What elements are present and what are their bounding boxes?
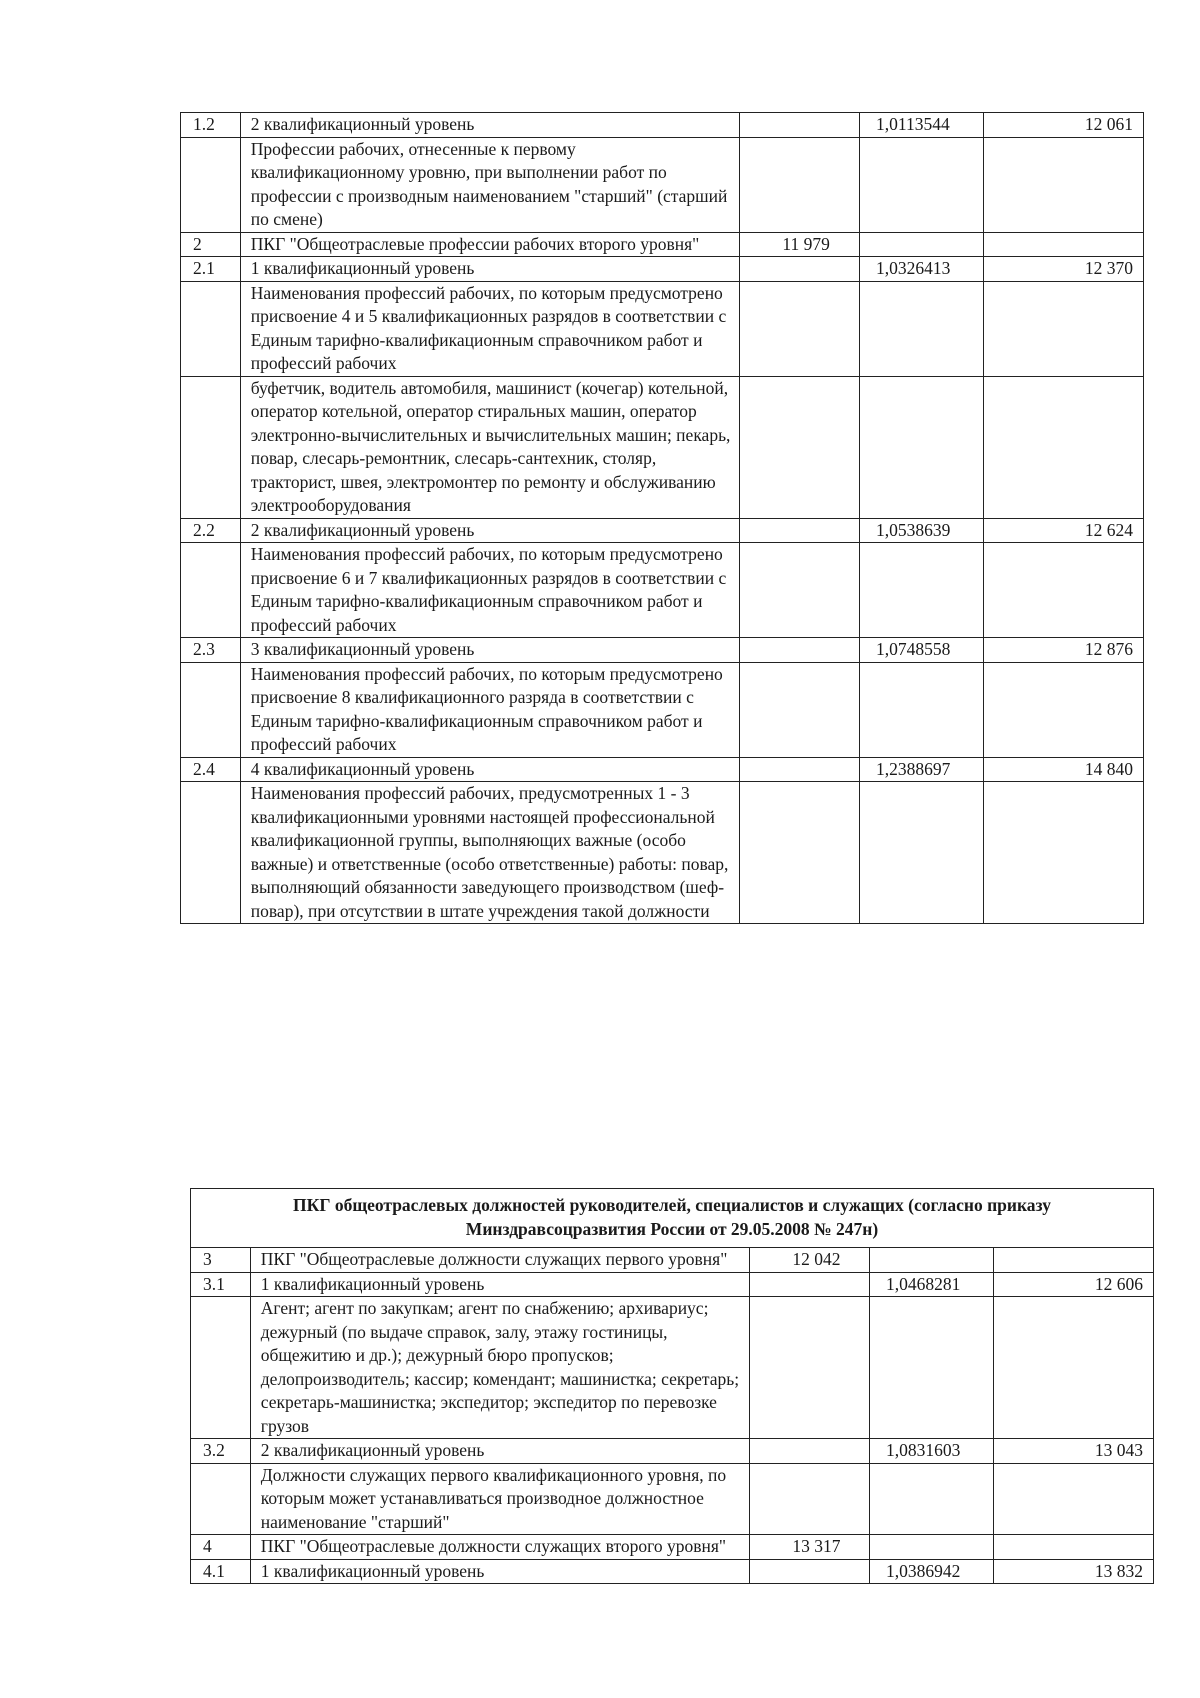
coefficient-cell (869, 1463, 993, 1535)
row-description-cell: 4 квалификационный уровень (240, 757, 740, 782)
salary-cell: 12 624 (983, 518, 1143, 543)
row-description-cell: 1 квалификационный уровень (240, 257, 740, 282)
salary-cell: 13 043 (993, 1439, 1153, 1464)
salary-cell: 14 840 (983, 757, 1143, 782)
section-heading-line-1: ПКГ общеотраслевых должностей руководителей, специалистов и служащих (согласно приказу (293, 1195, 1051, 1215)
coefficient-cell (859, 782, 983, 924)
base-salary-cell (740, 662, 860, 757)
base-salary-cell (740, 257, 860, 282)
row-description-cell: Наименования профессий рабочих, по которым предусмотрено присвоение 4 и 5 квалификационных разрядов в соответствии с Единым тарифно-квалификационным справочником работ и профессий рабочих (240, 281, 740, 376)
salary-cell (993, 1463, 1153, 1535)
table-row (181, 257, 1144, 282)
base-salary-cell (740, 376, 860, 518)
table-row (191, 1297, 1154, 1439)
base-salary-cell (740, 638, 860, 663)
salary-cell: 12 876 (983, 638, 1143, 663)
table-row (181, 113, 1144, 138)
base-salary-cell (740, 281, 860, 376)
table-row (181, 281, 1144, 376)
coefficient-cell: 1,0538639 (859, 518, 983, 543)
row-number-cell: 4.1 (191, 1559, 251, 1584)
row-number-cell: 1.2 (181, 113, 241, 138)
base-salary-cell (740, 543, 860, 638)
salary-cell: 12 606 (993, 1272, 1153, 1297)
salary-cell: 13 832 (993, 1559, 1153, 1584)
coefficient-cell: 1,0748558 (859, 638, 983, 663)
coefficient-cell (859, 543, 983, 638)
section-heading-line-2: Минздравсоцразвития России от 29.05.2008 № 247н) (465, 1219, 879, 1239)
row-description-cell: 2 квалификационный уровень (240, 113, 740, 138)
table-row (181, 518, 1144, 543)
row-description-cell: ПКГ "Общеотраслевые должности служащих первого уровня" (250, 1248, 750, 1273)
coefficient-cell (859, 376, 983, 518)
row-description-cell: 1 квалификационный уровень (250, 1272, 750, 1297)
row-number-cell (181, 662, 241, 757)
coefficient-cell: 1,0468281 (869, 1272, 993, 1297)
row-description-cell: 3 квалификационный уровень (240, 638, 740, 663)
coefficient-cell (859, 232, 983, 257)
row-description-cell: Должности служащих первого квалификационного уровня, по которым может устанавливаться производное должностное наименование "старший" (250, 1463, 750, 1535)
salary-cell (993, 1535, 1153, 1560)
salary-cell (983, 543, 1143, 638)
salary-table-workers (180, 112, 1144, 924)
coefficient-cell (859, 137, 983, 232)
base-salary-cell (750, 1439, 870, 1464)
table-row (191, 1559, 1154, 1584)
row-number-cell (181, 137, 241, 232)
table-row (181, 137, 1144, 232)
base-salary-cell (740, 137, 860, 232)
row-description-cell: Наименования профессий рабочих, предусмотренных 1 - 3 квалификационными уровнями настоящей профессиональной квалификационной группы, выполняющих важные (особо важные) и ответственные (особо ответственные) работы: повар, выполняющий обязанности заведующего производством (шеф-повар), при отсутствии в штате учреждения такой должности (240, 782, 740, 924)
row-number-cell: 2.1 (181, 257, 241, 282)
coefficient-cell (869, 1535, 993, 1560)
salary-table-employees (190, 1188, 1154, 1584)
base-salary-cell (750, 1272, 870, 1297)
section-heading (191, 1189, 1154, 1248)
coefficient-cell (859, 662, 983, 757)
salary-cell (983, 662, 1143, 757)
salary-cell (993, 1248, 1153, 1273)
coefficient-cell: 1,2388697 (859, 757, 983, 782)
coefficient-cell (869, 1248, 993, 1273)
row-number-cell: 2.2 (181, 518, 241, 543)
table-row (191, 1535, 1154, 1560)
coefficient-cell: 1,0386942 (869, 1559, 993, 1584)
table-row (181, 757, 1144, 782)
row-description-cell: буфетчик, водитель автомобиля, машинист (кочегар) котельной, оператор котельной, оператор стиральных машин, оператор электронно-вычислительных и вычислительных машин; пекарь, повар, слесарь-ремонтник, слесарь-сантехник, столяр, тракторист, швея, электромонтер по ремонту и обслуживанию электрооборудования (240, 376, 740, 518)
salary-cell (983, 281, 1143, 376)
row-number-cell: 4 (191, 1535, 251, 1560)
salary-cell (983, 782, 1143, 924)
salary-cell: 12 370 (983, 257, 1143, 282)
table-row (181, 782, 1144, 924)
row-description-cell: Профессии рабочих, отнесенные к первому квалификационному уровню, при выполнении работ по профессии с производным наименованием "старший" (старший по смене) (240, 137, 740, 232)
base-salary-cell (750, 1559, 870, 1584)
salary-cell (983, 137, 1143, 232)
table-row (181, 638, 1144, 663)
table-row (181, 376, 1144, 518)
row-description-cell: Агент; агент по закупкам; агент по снабжению; архивариус; дежурный (по выдаче справок, залу, этажу гостиницы, общежитию и др.); дежурный бюро пропусков; делопроизводитель; кассир; комендант; машинистка; секретарь; секретарь-машинистка; экспедитор; экспедитор по перевозке грузов (250, 1297, 750, 1439)
row-number-cell: 2.4 (181, 757, 241, 782)
base-salary-cell (740, 782, 860, 924)
coefficient-cell (859, 281, 983, 376)
row-description-cell: 1 квалификационный уровень (250, 1559, 750, 1584)
table-row (181, 662, 1144, 757)
coefficient-cell: 1,0326413 (859, 257, 983, 282)
row-number-cell: 3.2 (191, 1439, 251, 1464)
row-number-cell (181, 376, 241, 518)
row-number-cell (181, 782, 241, 924)
base-salary-cell (750, 1463, 870, 1535)
row-description-cell: 2 квалификационный уровень (240, 518, 740, 543)
coefficient-cell: 1,0831603 (869, 1439, 993, 1464)
row-number-cell (191, 1297, 251, 1439)
coefficient-cell: 1,0113544 (859, 113, 983, 138)
base-salary-cell (740, 518, 860, 543)
row-number-cell (181, 543, 241, 638)
salary-cell (983, 376, 1143, 518)
base-salary-cell (740, 113, 860, 138)
row-number-cell (181, 281, 241, 376)
row-description-cell: ПКГ "Общеотраслевые профессии рабочих второго уровня" (240, 232, 740, 257)
row-number-cell: 2.3 (181, 638, 241, 663)
base-salary-cell (750, 1297, 870, 1439)
table-row (181, 543, 1144, 638)
row-description-cell: Наименования профессий рабочих, по которым предусмотрено присвоение 6 и 7 квалификационных разрядов в соответствии с Единым тарифно-квалификационным справочником работ и профессий рабочих (240, 543, 740, 638)
base-salary-cell (740, 757, 860, 782)
coefficient-cell (869, 1297, 993, 1439)
table-row (191, 1439, 1154, 1464)
salary-cell (993, 1297, 1153, 1439)
table-row (191, 1463, 1154, 1535)
row-number-cell: 3.1 (191, 1272, 251, 1297)
base-salary-cell: 12 042 (750, 1248, 870, 1273)
row-description-cell: Наименования профессий рабочих, по которым предусмотрено присвоение 8 квалификационного разряда в соответствии с Единым тарифно-квалификационным справочником работ и профессий рабочих (240, 662, 740, 757)
table-row (191, 1272, 1154, 1297)
section-heading-row (191, 1189, 1154, 1248)
table-row (191, 1248, 1154, 1273)
base-salary-cell: 11 979 (740, 232, 860, 257)
row-number-cell (191, 1463, 251, 1535)
row-number-cell: 2 (181, 232, 241, 257)
row-number-cell: 3 (191, 1248, 251, 1273)
table-row (181, 232, 1144, 257)
salary-cell: 12 061 (983, 113, 1143, 138)
row-description-cell: 2 квалификационный уровень (250, 1439, 750, 1464)
salary-cell (983, 232, 1143, 257)
row-description-cell: ПКГ "Общеотраслевые должности служащих второго уровня" (250, 1535, 750, 1560)
base-salary-cell: 13 317 (750, 1535, 870, 1560)
